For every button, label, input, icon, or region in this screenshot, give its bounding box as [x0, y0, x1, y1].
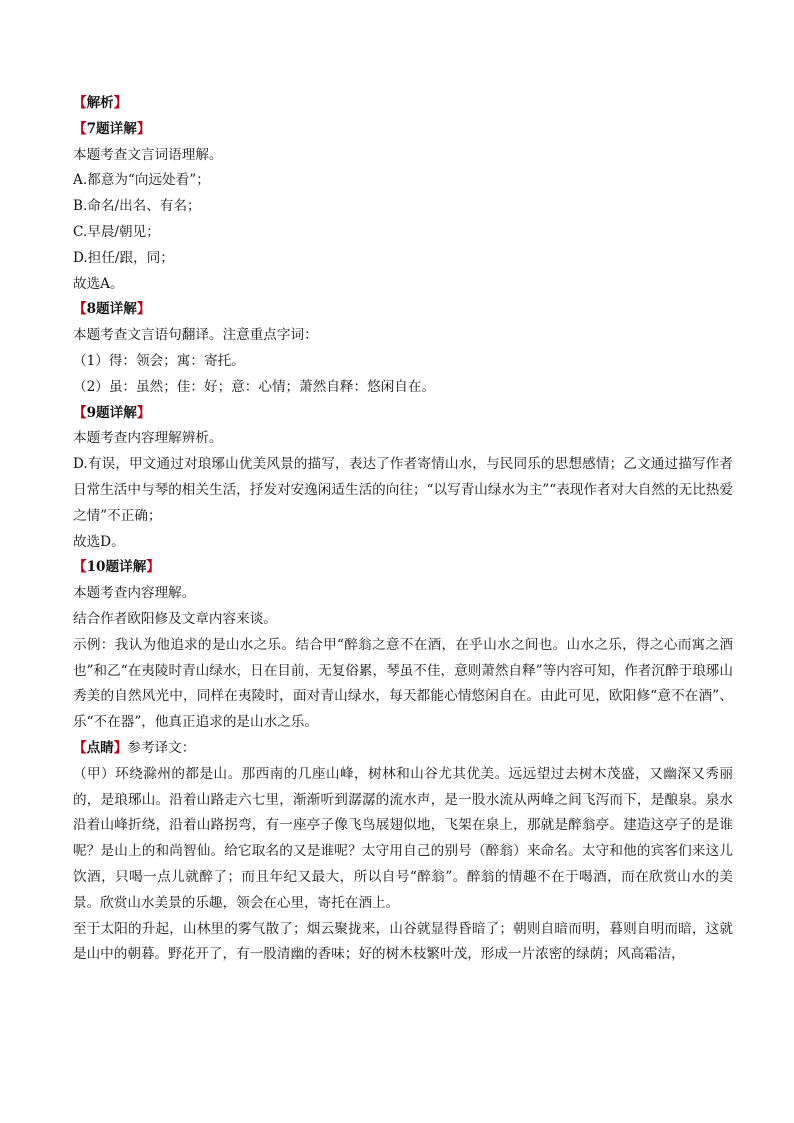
- q8-heading: 【8题详解】: [73, 301, 151, 318]
- q7-line-2: A.都意为“向远处看”；: [73, 172, 210, 189]
- q9-paragraph: D.有误，甲文通过对琅琊山优美风景的描写，表达了作者寄情山水，与民同乐的思想感情；乙文通过描写作者日常生活中与琴的相关生活，抒发对安逸闲适生活的向往；“以写青山绿水为主”“表现作者对大自然的无比热爱之情”不正确；: [73, 456, 733, 524]
- q7-heading: 【7题详解】: [73, 120, 151, 137]
- q7-line-6: 故选A。: [73, 275, 124, 292]
- translation-paragraph-1: （甲）环绕滁州的都是山。那西南的几座山峰，树林和山谷尤其优美。远远望过去树木茂盛，又幽深又秀丽的，是琅琊山。沿着山路走六七里，渐渐听到潺潺的流水声，是一股水流从两峰之间飞泻而下，是酿泉。泉水沿着山峰折绕，沿着山路拐弯，有一座亭子像飞鸟展翅似地，飞架在泉上，那就是醉翁亭。建造这亭子的是谁呢？是山上的和尚智仙。给它取名的又是谁呢？太守用自己的别号（醉翁）来命名。太守和他的宾客们来这儿饮酒，只喝一点儿就醉了；而且年纪又最大，所以自号“醉翁”。醉翁的情趣不在于喝酒，而在欣赏山水的美景。欣赏山水美景的乐趣，领会在心里，寄托在酒上。: [73, 765, 733, 911]
- q7-line-3: B.命名/出名、有名；: [73, 198, 201, 215]
- dianjing-heading-line: [73, 736, 733, 762]
- left-bracket: 【: [73, 95, 87, 111]
- right-bracket: 】: [113, 95, 128, 111]
- q8-line-1: 本题考查文言语句翻译。注意重点字词：: [73, 327, 318, 344]
- q7-line-1: 本题考查文言词语理解。: [73, 146, 223, 163]
- q10-paragraph: 示例：我认为他追求的是山水之乐。结合甲“醉翁之意不在酒，在乎山水之间也。山水之乐，得之心而寓之酒也”和乙“在夷陵时青山绿水，日在目前，无复俗累，琴虽不佳，意则萧然自释”等内容可知，作者沉醉于琅琊山秀美的自然风光中，同样在夷陵时，面对青山绿水，每天都能心情悠闲自在。由此可见，欧阳修“意不在酒”、乐“不在器”，他真正追求的是山水之乐。: [73, 636, 733, 731]
- dianjing-heading: 【点睛】: [73, 739, 128, 756]
- translation-paragraph-2: 至于太阳的升起，山林里的雾气散了；烟云聚拢来，山谷就显得昏暗了；朝则自暗而明，暮则自明而暗，这就是山中的朝暮。野花开了，有一股清幽的香味；好的树木枝繁叶茂，形成一片浓密的绿荫；风高霜洁，: [73, 920, 733, 963]
- q7-line-4: C.早晨/朝见；: [73, 223, 160, 240]
- q10-line-1: 本题考查内容理解。: [73, 585, 196, 602]
- q9-line-1: 本题考查内容理解辨析。: [73, 430, 223, 447]
- section-heading-jiexi: 【解析】: [73, 95, 128, 111]
- q8-line-3: （2）虽：虽然；佳：好；意：心情；萧然自释：悠闲自在。: [73, 378, 436, 395]
- q9-heading: 【9题详解】: [73, 404, 151, 421]
- q10-line-2: 结合作者欧阳修及文章内容来谈。: [73, 610, 277, 627]
- q7-line-5: D.担任/跟，同；: [73, 249, 174, 266]
- q10-heading: 【10题详解】: [73, 559, 160, 576]
- q8-line-2: （1）得：领会；寓：寄托。: [73, 352, 245, 369]
- q9-conclusion: 故选D。: [73, 533, 125, 550]
- dianjing-after: 参考译文：: [127, 739, 196, 756]
- document-page: [73, 91, 733, 968]
